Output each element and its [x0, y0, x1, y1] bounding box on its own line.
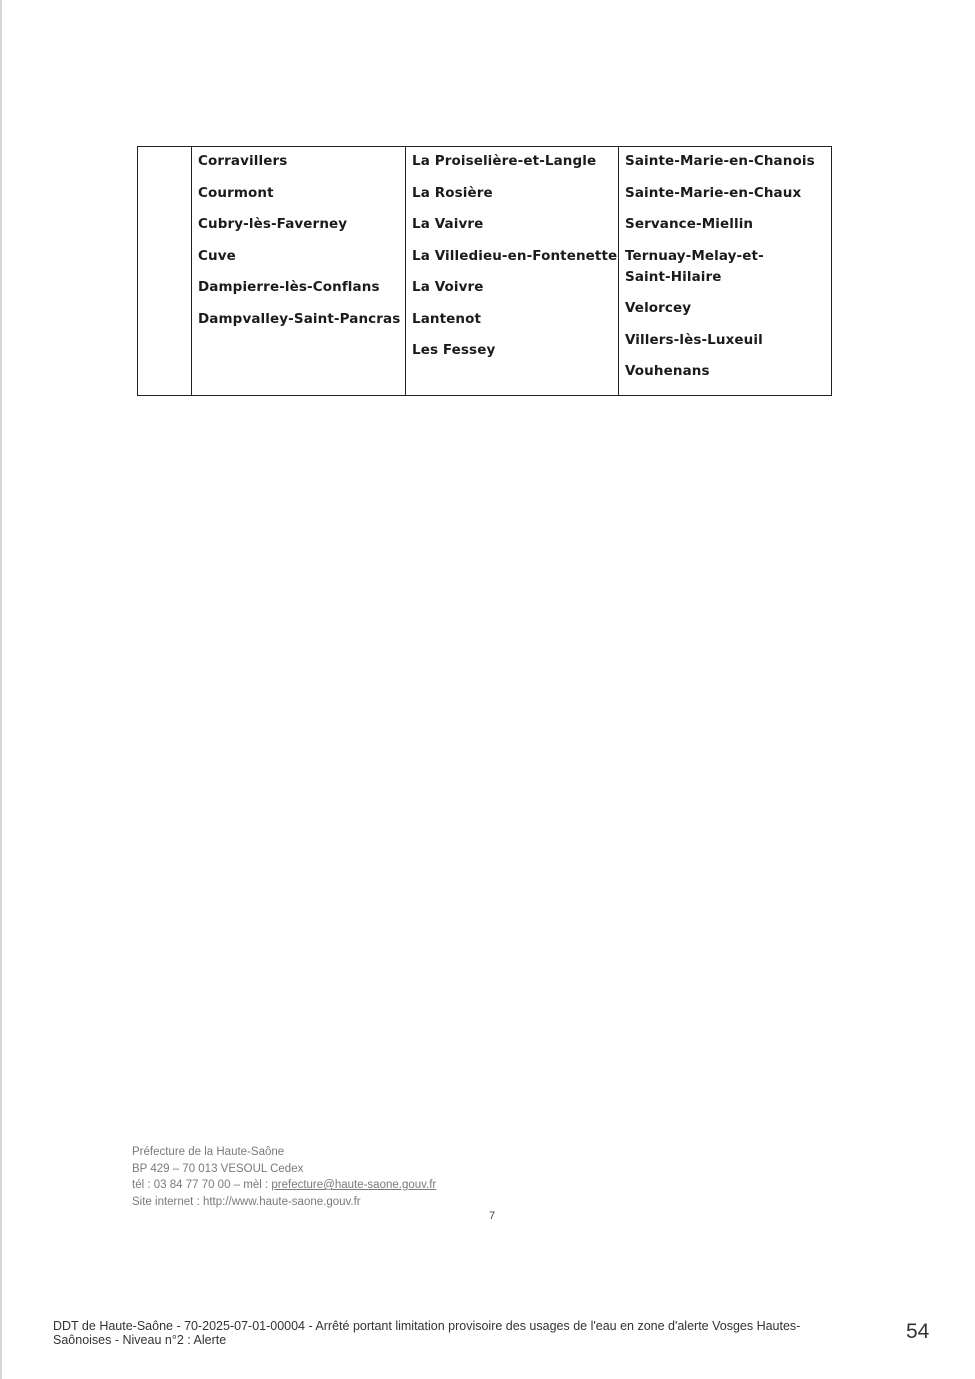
list-item: Sainte-Marie-en-Chaux [625, 184, 802, 201]
bundle-page-number: 54 [906, 1320, 930, 1343]
communes-column-3 [619, 147, 832, 396]
list-item: La Villedieu-en-Fontenette [412, 247, 618, 264]
inner-page-number: 7 [489, 1210, 496, 1222]
list-item: Servance-Miellin [625, 216, 754, 232]
list-item: Villers-lès-Luxeuil [625, 331, 763, 348]
list-item: Les Fessey [412, 342, 496, 358]
communes-table [137, 146, 832, 396]
communes-column-1 [192, 147, 406, 396]
list-item: Velorcey [625, 300, 692, 316]
list-item: Lantenot [412, 310, 482, 327]
list-item: Ternuay-Melay-et-Saint-Hilaire [625, 247, 764, 285]
list-item: La Vaivre [412, 216, 484, 232]
list-item: La Proiselière-et-Langle [412, 153, 597, 169]
list-item: Corravillers [198, 153, 288, 169]
list-item: Vouhenans [625, 363, 710, 379]
footer-website: Site internet : http://www.haute-saone.gouv.fr [132, 1195, 361, 1208]
table-row [138, 147, 832, 396]
document-reference: DDT de Haute-Saône - 70-2025-07-01-00004 - Arrêté portant limitation provisoire des usages de l'eau en zone d'alerte Vosges Hautes-Saônoises - Niveau n°2 : Alerte [53, 1319, 801, 1347]
list-item: Cubry-lès-Faverney [198, 216, 348, 232]
prefecture-footer [132, 1144, 436, 1210]
list-item: Cuve [198, 247, 236, 264]
footer-postal-address: BP 429 – 70 013 VESOUL Cedex [132, 1162, 304, 1175]
page-edge [0, 0, 2, 1379]
empty-first-column [138, 147, 192, 396]
list-item: Dampierre-lès-Conflans [198, 279, 380, 295]
list-item: La Rosière [412, 184, 493, 201]
list-item: Courmont [198, 184, 274, 201]
list-item: Dampvalley-Saint-Pancras [198, 310, 401, 327]
footer-contact [132, 1177, 436, 1194]
footer-email-link[interactable]: prefecture@haute-saone.gouv.fr [271, 1179, 437, 1191]
footer-phone: tél : 03 84 77 70 00 – mèl : [132, 1179, 272, 1191]
communes-column-2 [406, 147, 619, 396]
list-item: La Voivre [412, 279, 484, 295]
list-item: Sainte-Marie-en-Chanois [625, 153, 815, 169]
footer-address-name: Préfecture de la Haute-Saône [132, 1146, 285, 1158]
